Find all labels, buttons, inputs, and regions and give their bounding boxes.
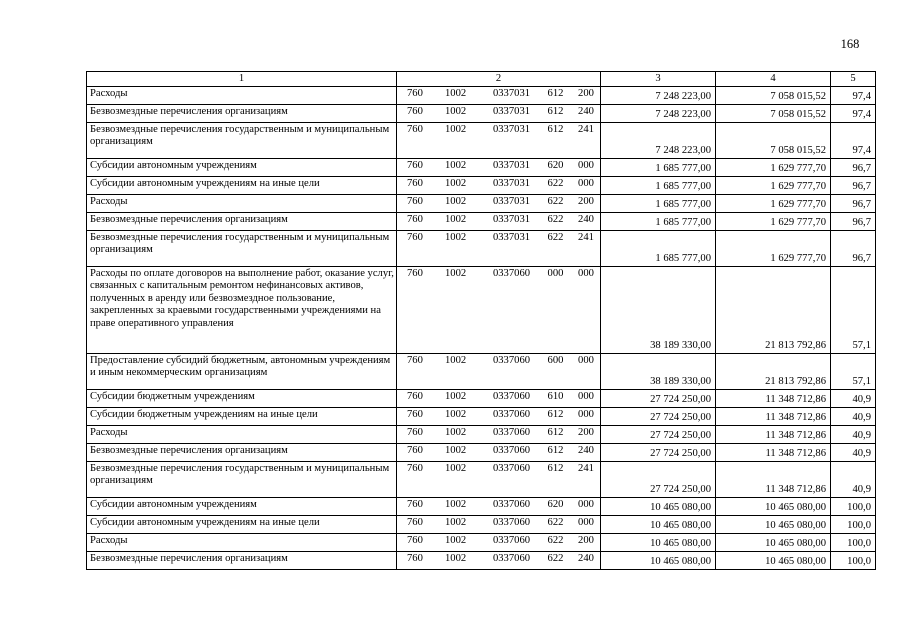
planned-amount: 10 465 080,00 [601, 516, 716, 534]
actual-amount: 7 058 015,52 [716, 87, 831, 105]
row-codes [397, 390, 601, 408]
code-5: 200 [578, 427, 594, 438]
row-codes [397, 177, 601, 195]
code-2: 1002 [445, 160, 467, 171]
row-codes [397, 105, 601, 123]
code-4: 622 [547, 517, 564, 528]
code-5: 241 [578, 463, 594, 474]
percent-value: 97,4 [831, 105, 876, 123]
actual-amount: 1 629 777,70 [716, 195, 831, 213]
row-name: Безвозмездные перечисления организациям [87, 444, 397, 462]
actual-amount: 11 348 712,86 [716, 426, 831, 444]
code-3: 0337031 [492, 124, 531, 135]
percent-value: 57,1 [831, 267, 876, 354]
percent-value: 96,7 [831, 213, 876, 231]
code-1: 760 [407, 427, 423, 438]
code-3: 0337060 [492, 355, 531, 366]
row-codes [397, 159, 601, 177]
row-name: Субсидии автономным учреждениям на иные цели [87, 177, 397, 195]
table-body [87, 72, 876, 570]
row-codes [397, 231, 601, 267]
row-codes [397, 123, 601, 159]
code-1: 760 [407, 88, 423, 99]
actual-amount: 1 629 777,70 [716, 177, 831, 195]
row-name: Субсидии бюджетным учреждениям [87, 390, 397, 408]
table-row [87, 87, 876, 105]
page-number: 168 [840, 37, 860, 51]
actual-amount: 10 465 080,00 [716, 516, 831, 534]
row-codes [397, 195, 601, 213]
code-2: 1002 [445, 445, 467, 456]
row-name: Расходы [87, 426, 397, 444]
planned-amount: 7 248 223,00 [601, 105, 716, 123]
code-4: 620 [547, 160, 564, 171]
percent-value: 57,1 [831, 354, 876, 390]
actual-amount: 1 629 777,70 [716, 159, 831, 177]
row-codes [397, 444, 601, 462]
code-4: 620 [547, 499, 564, 510]
code-5: 000 [578, 499, 594, 510]
code-3: 0337031 [492, 178, 531, 189]
code-5: 000 [578, 409, 594, 420]
code-2: 1002 [445, 88, 467, 99]
table-row [87, 552, 876, 570]
row-codes [397, 516, 601, 534]
actual-amount: 10 465 080,00 [716, 552, 831, 570]
code-5: 241 [578, 124, 594, 135]
code-2: 1002 [445, 124, 467, 135]
code-5: 000 [578, 355, 594, 366]
code-4: 622 [547, 535, 564, 546]
code-1: 760 [407, 196, 423, 207]
percent-value: 40,9 [831, 444, 876, 462]
row-name: Субсидии автономным учреждениям на иные цели [87, 516, 397, 534]
code-2: 1002 [445, 268, 467, 279]
percent-value: 40,9 [831, 408, 876, 426]
code-1: 760 [407, 355, 423, 366]
code-4: 612 [547, 88, 564, 99]
row-name: Расходы [87, 534, 397, 552]
code-4: 622 [547, 178, 564, 189]
planned-amount: 27 724 250,00 [601, 444, 716, 462]
planned-amount: 1 685 777,00 [601, 195, 716, 213]
code-1: 760 [407, 445, 423, 456]
code-1: 760 [407, 160, 423, 171]
actual-amount: 11 348 712,86 [716, 390, 831, 408]
table-row [87, 231, 876, 267]
table-row [87, 534, 876, 552]
header-col-3: 3 [601, 72, 716, 87]
percent-value: 97,4 [831, 87, 876, 105]
row-codes [397, 87, 601, 105]
planned-amount: 10 465 080,00 [601, 534, 716, 552]
code-2: 1002 [445, 535, 467, 546]
code-1: 760 [407, 409, 423, 420]
row-codes [397, 213, 601, 231]
code-3: 0337060 [492, 427, 531, 438]
actual-amount: 10 465 080,00 [716, 534, 831, 552]
code-3: 0337060 [492, 535, 531, 546]
code-4: 622 [547, 214, 564, 225]
code-2: 1002 [445, 391, 467, 402]
percent-value: 97,4 [831, 123, 876, 159]
table-row [87, 354, 876, 390]
code-4: 600 [547, 355, 564, 366]
table-row [87, 390, 876, 408]
code-5: 240 [578, 214, 594, 225]
row-name: Субсидии автономным учреждениям [87, 498, 397, 516]
code-3: 0337060 [492, 409, 531, 420]
code-3: 0337031 [492, 196, 531, 207]
code-1: 760 [407, 214, 423, 225]
actual-amount: 1 629 777,70 [716, 231, 831, 267]
actual-amount: 1 629 777,70 [716, 213, 831, 231]
table-row [87, 462, 876, 498]
percent-value: 96,7 [831, 231, 876, 267]
row-name: Расходы [87, 87, 397, 105]
code-5: 240 [578, 445, 594, 456]
planned-amount: 27 724 250,00 [601, 462, 716, 498]
code-1: 760 [407, 268, 423, 279]
row-codes [397, 267, 601, 354]
actual-amount: 7 058 015,52 [716, 123, 831, 159]
code-1: 760 [407, 178, 423, 189]
percent-value: 100,0 [831, 552, 876, 570]
planned-amount: 1 685 777,00 [601, 159, 716, 177]
header-col-5: 5 [831, 72, 876, 87]
code-2: 1002 [445, 106, 467, 117]
code-3: 0337060 [492, 517, 531, 528]
planned-amount: 1 685 777,00 [601, 231, 716, 267]
code-4: 612 [547, 427, 564, 438]
code-3: 0337031 [492, 160, 531, 171]
code-4: 622 [547, 553, 564, 564]
row-name: Безвозмездные перечисления государственным и муниципальным организациям [87, 123, 397, 159]
table-row [87, 498, 876, 516]
code-1: 760 [407, 499, 423, 510]
row-codes [397, 534, 601, 552]
planned-amount: 27 724 250,00 [601, 408, 716, 426]
code-1: 760 [407, 553, 423, 564]
percent-value: 100,0 [831, 534, 876, 552]
table-row [87, 105, 876, 123]
header-col-1: 1 [87, 72, 397, 87]
row-name: Расходы по оплате договоров на выполнение работ, оказание услуг, связанных с капитальным ремонтом нефинансовых активов, полученных в аренду или безвозмездное пользование, закрепленных за краевыми государственными учреждениями на праве оперативного управления [87, 267, 397, 354]
code-1: 760 [407, 517, 423, 528]
budget-table [86, 71, 876, 570]
percent-value: 100,0 [831, 498, 876, 516]
actual-amount: 11 348 712,86 [716, 462, 831, 498]
code-2: 1002 [445, 178, 467, 189]
row-codes [397, 354, 601, 390]
code-1: 760 [407, 106, 423, 117]
percent-value: 40,9 [831, 426, 876, 444]
percent-value: 96,7 [831, 195, 876, 213]
code-4: 622 [547, 232, 564, 243]
actual-amount: 21 813 792,86 [716, 354, 831, 390]
row-name: Безвозмездные перечисления государственным и муниципальным организациям [87, 462, 397, 498]
code-3: 0337060 [492, 553, 531, 564]
code-5: 000 [578, 268, 594, 279]
planned-amount: 1 685 777,00 [601, 213, 716, 231]
code-1: 760 [407, 535, 423, 546]
row-codes [397, 498, 601, 516]
row-name: Субсидии автономным учреждениям [87, 159, 397, 177]
code-1: 760 [407, 391, 423, 402]
percent-value: 96,7 [831, 159, 876, 177]
planned-amount: 10 465 080,00 [601, 552, 716, 570]
code-5: 000 [578, 160, 594, 171]
code-3: 0337060 [492, 445, 531, 456]
code-5: 200 [578, 535, 594, 546]
table-row [87, 195, 876, 213]
planned-amount: 7 248 223,00 [601, 87, 716, 105]
code-3: 0337031 [492, 214, 531, 225]
code-5: 000 [578, 178, 594, 189]
row-name: Безвозмездные перечисления организациям [87, 552, 397, 570]
header-col-2: 2 [397, 72, 601, 87]
header-row [87, 72, 876, 87]
percent-value: 96,7 [831, 177, 876, 195]
planned-amount: 27 724 250,00 [601, 390, 716, 408]
table-row [87, 213, 876, 231]
code-5: 000 [578, 391, 594, 402]
code-3: 0337031 [492, 88, 531, 99]
row-name: Безвозмездные перечисления организациям [87, 213, 397, 231]
planned-amount: 38 189 330,00 [601, 267, 716, 354]
code-2: 1002 [445, 214, 467, 225]
code-2: 1002 [445, 409, 467, 420]
row-name: Предоставление субсидий бюджетным, автономным учреждениям и иным некоммерческим организациям [87, 354, 397, 390]
code-1: 760 [407, 124, 423, 135]
code-4: 610 [547, 391, 564, 402]
code-5: 240 [578, 553, 594, 564]
percent-value: 40,9 [831, 462, 876, 498]
row-name: Безвозмездные перечисления государственным и муниципальным организациям [87, 231, 397, 267]
row-name: Безвозмездные перечисления организациям [87, 105, 397, 123]
row-codes [397, 552, 601, 570]
actual-amount: 10 465 080,00 [716, 498, 831, 516]
code-4: 612 [547, 124, 564, 135]
table-row [87, 408, 876, 426]
code-2: 1002 [445, 196, 467, 207]
row-codes [397, 408, 601, 426]
actual-amount: 21 813 792,86 [716, 267, 831, 354]
table-row [87, 516, 876, 534]
code-2: 1002 [445, 499, 467, 510]
row-name: Субсидии бюджетным учреждениям на иные цели [87, 408, 397, 426]
code-3: 0337060 [492, 268, 531, 279]
table-row [87, 159, 876, 177]
code-2: 1002 [445, 427, 467, 438]
table-row [87, 267, 876, 354]
code-2: 1002 [445, 355, 467, 366]
code-5: 000 [578, 517, 594, 528]
code-2: 1002 [445, 553, 467, 564]
code-2: 1002 [445, 463, 467, 474]
code-1: 760 [407, 232, 423, 243]
code-4: 612 [547, 409, 564, 420]
table-row [87, 123, 876, 159]
planned-amount: 38 189 330,00 [601, 354, 716, 390]
planned-amount: 10 465 080,00 [601, 498, 716, 516]
code-3: 0337031 [492, 106, 531, 117]
code-3: 0337060 [492, 391, 531, 402]
row-name: Расходы [87, 195, 397, 213]
code-4: 612 [547, 445, 564, 456]
code-5: 241 [578, 232, 594, 243]
table-row [87, 177, 876, 195]
code-3: 0337060 [492, 463, 531, 474]
actual-amount: 7 058 015,52 [716, 105, 831, 123]
code-4: 612 [547, 463, 564, 474]
table-row [87, 444, 876, 462]
code-2: 1002 [445, 232, 467, 243]
code-4: 622 [547, 196, 564, 207]
code-3: 0337060 [492, 499, 531, 510]
planned-amount: 27 724 250,00 [601, 426, 716, 444]
header-col-4: 4 [716, 72, 831, 87]
table-row [87, 426, 876, 444]
actual-amount: 11 348 712,86 [716, 444, 831, 462]
code-2: 1002 [445, 517, 467, 528]
actual-amount: 11 348 712,86 [716, 408, 831, 426]
code-5: 200 [578, 196, 594, 207]
code-5: 240 [578, 106, 594, 117]
code-4: 000 [547, 268, 564, 279]
row-codes [397, 462, 601, 498]
code-1: 760 [407, 463, 423, 474]
percent-value: 100,0 [831, 516, 876, 534]
percent-value: 40,9 [831, 390, 876, 408]
planned-amount: 1 685 777,00 [601, 177, 716, 195]
planned-amount: 7 248 223,00 [601, 123, 716, 159]
code-5: 200 [578, 88, 594, 99]
row-codes [397, 426, 601, 444]
code-4: 612 [547, 106, 564, 117]
code-3: 0337031 [492, 232, 531, 243]
